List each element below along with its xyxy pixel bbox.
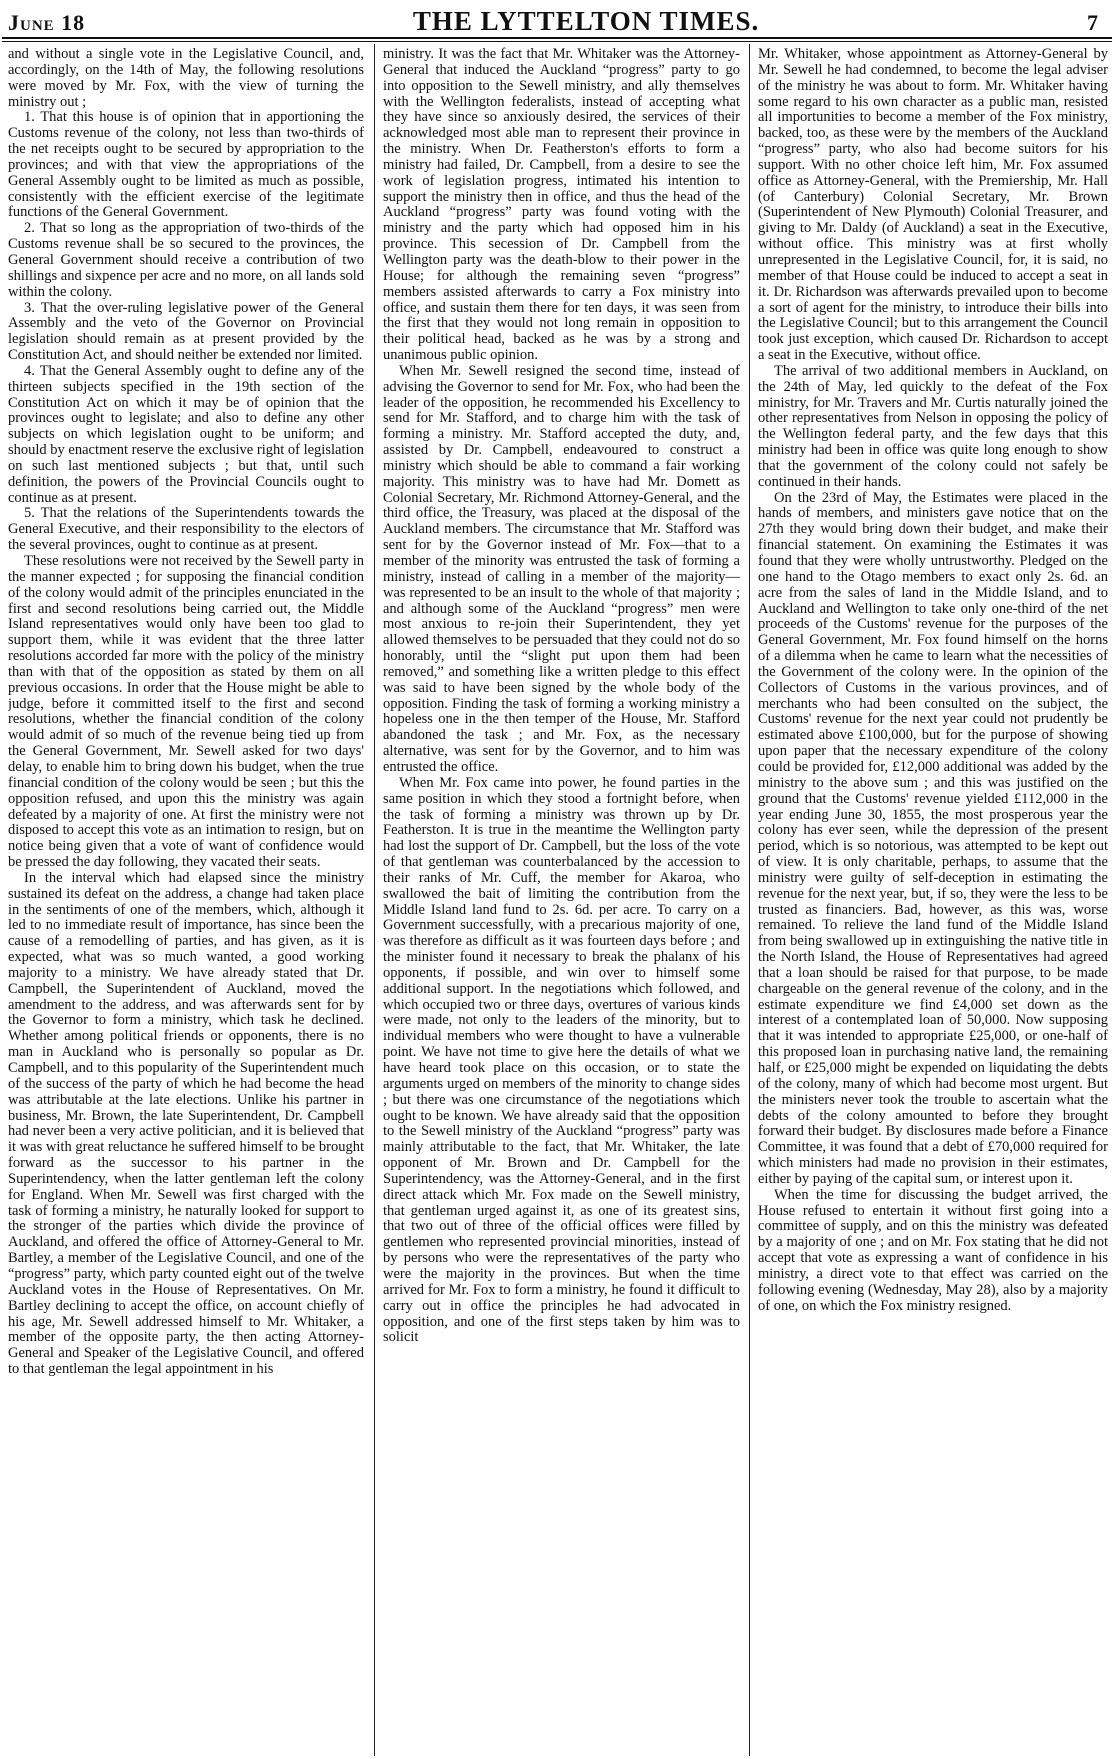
column-divider xyxy=(374,44,375,1756)
paragraph: ministry. It was the fact that Mr. Whitaker was the Attorney-General that induced the Auckland “progress” party to go into opposition to the Sewell ministry, and ally themselves with the Wellington federalists, instead of accepting what they have since so anxiously desired, the services of their acknowledged most able man to represent their province in the ministry. When Dr. Featherston's efforts to form a ministry had failed, Dr. Campbell, from a desire to see the work of legislation progress, intimated his intention to support the ministry then in office, and thus the head of the Auckland “progress” party was found voting with the ministry and the party which had opposed him in his province. This secession of Dr. Campbell from the Wellington party was the death-blow to their power in the House; for although the remaining seven “progress” members assisted afterwards to carry a Fox ministry into office, and sustain them there for ten days, it was seen from the first that they would not long remain in opposition to their political head, backed as he was by a strong and unanimous public opinion. xyxy=(383,47,740,364)
resolution-paragraph: 5. That the relations of the Superintendents towards the General Executive, and their responsibility to the electors of the several provinces, ought to continue as at present. xyxy=(8,505,364,554)
resolution-paragraph: 2. That so long as the appropriation of two-thirds of the Customs revenue shall be so secured to the provinces, the General Government should receive a contribution of two shillings and sixpence per acre and no more, on all lands sold within the colony. xyxy=(8,220,364,300)
paragraph: These resolutions were not received by the Sewell party in the manner expected ; for supposing the financial condition of the colony would admit of the principles enunciated in the first and second resolutions being carried out, the Middle Island representatives would only have been too glad to support them, while it was evident that the three latter resolutions accorded far more with the policy of the ministry than with that of the opposition as stated by them on all previous occasions. In order that the House might be able to judge, before it committed itself to the first and second resolutions, whether the financial condition of the colony would admit of so much of the revenue being tied up from the General Government, Mr. Sewell asked for two days' delay, to enable him to bring down his budget, when the true financial condition of the colony would be seen ; but this the opposition refused, and upon this the ministry was again defeated by a majority of one. At first the ministry were not disposed to accept this vote as an intimation to resign, but on notice being given that a vote of want of confidence would be pressed the day following, they vacated their seats. xyxy=(8,553,364,871)
paragraph: When the time for discussing the budget arrived, the House refused to entertain it without first going into a committee of supply, and on this the ministry was defeated by a majority of one ; and on Mr. Fox stating that he did not accept that vote as expressing a want of confidence in his ministry, a direct vote to that effect was carried on the following evening (Wednesday, May 28), also by a majority of one, on which the Fox ministry resigned. xyxy=(758,1186,1108,1314)
paragraph: When Mr. Sewell resigned the second time, instead of advising the Governor to send for Mr. Fox, who had been the leader of the opposition, he recommended his Excellency to send for Mr. Stafford, and to charge him with the task of forming a ministry. Mr. Stafford accepted the duty, and, assisted by Dr. Campbell, endeavoured to construct a ministry which should be able to command a fair working majority. This ministry was to have had Mr. Domett as Colonial Secretary, Mr. Richmond Attorney-General, and the third office, the Treasury, was placed at the disposal of the Auckland members. The circumstance that Mr. Stafford was sent for by the Governor instead of Mr. Fox—that to a member of the minority was entrusted the task of forming a ministry, instead of calling in a member of the majority—was represented to be an insult to the whole of that majority ; and although some of the Auckland “progress” men were most anxious to re-join their Superintendent, they yet allowed themselves to be persuaded that they could not do so honorably, until the “slight put upon them had been removed,” and something like a written pledge to this effect was said to have been signed by the whole body of the opposition. Finding the task of forming a working ministry a hopeless one in the then temper of the House, Mr. Stafford abandoned the task ; and Mr. Fox, as the necessary alternative, was sent for by the Governor, and to him was entrusted the office. xyxy=(383,362,740,775)
page-number: 7 xyxy=(1087,10,1098,35)
paragraph: The arrival of two additional members in Auckland, on the 24th of May, led quickly to the defeat of the Fox ministry, for Mr. Travers and Mr. Curtis naturally joined the other representatives from Nelson in opposing the policy of the Wellington federal party, and the few days that this ministry had been in office was quite long enough to show that the government of the colony could not safely be continued in their hands. xyxy=(758,362,1108,490)
paragraph: When Mr. Fox came into power, he found parties in the same position in which they stood a fortnight before, when the task of forming a ministry was thrown up by Dr. Featherston. It is true in the meantime the Wellington party had lost the support of Dr. Campbell, but the loss of the vote of that gentleman was counterbalanced by the accession to their ranks of Mr. Cuff, the member for Akaroa, who swallowed the bait of limiting the contribution from the Middle Island land fund to 2s. 6d. per acre. To carry on a Government successfully, with a precarious majority of one, was therefore as difficult as it was fourteen days before ; and the minister found it necessary to break the phalanx of his opponents, if possible, and win over to himself some additional support. In the negotiations which followed, and which occupied two or three days, overtures of various kinds were made, not only to the leaders of the minority, but to individual members who were thought to have a vulnerable point. We have not time to give here the details of what we have heard took place on this occasion, or to state the arguments urged on members of the minority to change sides ; but there was one circumstance of the negotiations which ought to be known. We have already said that the opposition to the Sewell ministry of the Auckland “progress” party was mainly attributable to the fact, that Mr. Whitaker, the late opponent of Mr. Brown and Dr. Campbell for the Superintendency, was the Attorney-General, and in the first direct attack which Mr. Fox made on the Sewell ministry, that gentleman urged against it, as one of its greatest sins, that two out of three of the official offices were filled by gentlemen who represented provincial minorities, instead of by persons who were the representatives of the party who were the majority in the provinces. But when the time arrived for Mr. Fox to form a ministry, he found it difficult to carry out in office the principles he had advocated in opposition, and one of the first steps taken by him was to solicit xyxy=(383,774,740,1346)
resolution-paragraph: 1. That this house is of opinion that in apportioning the Customs revenue of the colony, not less than two-thirds of the net receipts ought to be secured by appropriation to the provinces; and with that view the appropriations of the General Assembly ought to be limited as much as possible, consistently with the efficient exercise of the legitimate functions of the General Government. xyxy=(8,109,364,221)
article-column-3 xyxy=(758,47,1108,1752)
header-rule xyxy=(2,37,1112,39)
masthead xyxy=(8,6,1104,36)
article-column-1 xyxy=(8,47,364,1752)
header-rule-thin xyxy=(2,41,1112,42)
resolution-paragraph: 4. That the General Assembly ought to define any of the thirteen subjects specified in the 19th section of the Constitution Act on which it may be of opinion that the provinces ought to legislate; and also to define any other subjects on which legislation ought to be uniform; and should by enactment reserve the exclusive right of legislation on such last mentioned subjects ; but that, until such definition, the powers of the Provincial Councils ought to continue as at present. xyxy=(8,362,364,506)
issue-date: June 18 xyxy=(8,10,86,35)
paragraph: Mr. Whitaker, whose appointment as Attorney-General by Mr. Sewell he had condemned, to become the legal adviser of the ministry he was about to form. Mr. Whitaker having some regard to his own character as a public man, resisted all importunities to become a member of the Fox ministry, backed, too, as these were by the members of the Auckland “progress” party, who also had become suitors for his support. With no other choice left him, Mr. Fox assumed office as Attorney-General, with the Premiership, Mr. Hall (of Canterbury) Colonial Secretary, Mr. Brown (Superintendent of New Plymouth) Colonial Treasurer, and giving to Mr. Daldy (of Auckland) a seat in the Executive, without office. This ministry was at first wholly unrepresented in the Legislative Council, for, it is said, no member of that House could be induced to accept a seat in it. Dr. Richardson was afterwards prevailed upon to become a sort of agent for the ministry, to introduce their bills into the Legislative Council; but to this arrangement the Council took just exception, which caused Dr. Richardson to accept a seat in the Executive, without office. xyxy=(758,47,1108,364)
paragraph: In the interval which had elapsed since the ministry sustained its defeat on the address, a change had taken place in the sentiments of one of the members, which, although it led to no immediate result of importance, has since been the cause of a remodelling of parties, and has given, as it is expected, what was so much wanted, a good working majority to a ministry. We have already stated that Dr. Campbell, the Superintendent of Auckland, moved the amendment to the address, and was afterwards sent for by the Governor to form a ministry, which task he declined. Whether among political friends or opponents, there is no man in Auckland who is personally so popular as Dr. Campbell, and to this popularity of the Superintendent much of the success of the party of which he had become the head was attributable at the late elections. Unlike his partner in business, Mr. Brown, the late Superintendent, Dr. Campbell had never been a very active politician, and it is believed that it was with great reluctance he suffered himself to be brought forward as the successor to his partner in the Superintendency, when the latter gentleman left the colony for England. When Mr. Sewell was first charged with the task of forming a ministry, he naturally looked for support to the stronger of the parties which divide the province of Auckland, and offered the office of Attorney-General to Mr. Bartley, a member of the Legislative Council, and one of the “progress” party, which party counted eight out of the twelve Auckland votes in the House of Representatives. On Mr. Bartley declining to accept the office, on account chiefly of his age, Mr. Sewell addressed himself to Mr. Whitaker, a member of the opposite party, the then acting Attorney-General and Speaker of the Legislative Council, and offered to that gentleman the legal appointment in his xyxy=(8,869,364,1378)
article-column-2 xyxy=(383,47,740,1752)
paragraph: and without a single vote in the Legislative Council, and, accordingly, on the 14th of May, the following resolutions were moved by Mr. Fox, with the view of turning the ministry out ; xyxy=(8,47,364,110)
paragraph: On the 23rd of May, the Estimates were placed in the hands of members, and ministers gave notice that on the 27th they would bring down their budget, and make their financial statement. On examining the Estimates it was found that they were wholly untrustworthy. Pledged on the one hand to the Otago members to exact only 2s. 6d. an acre from the sales of land in the Middle Island, and to Auckland and Wellington to take only one-third of the net proceeds of the Customs' revenue for the purposes of the General Government, Mr. Fox found himself on the horns of a dilemma when he came to learn what the necessities of the Government of the colony were. In the opinion of the Collectors of Customs in the various provinces, and of merchants who had been consulted on the subject, the Customs' revenue for the next year could not prudently be estimated above £100,000, but for the purpose of showing upon paper that the necessary expenditure of the colony could be provided for, £12,000 additional was added by the ministry to the above sum ; and this was justified on the ground that the Customs' revenue yielded £112,000 in the year ending June 30, 1855, the most prosperous year the colony has ever seen, while the depression of the present period, which is so notorious, was attempted to be kept out of view. It is only charitable, perhaps, to assume that the ministry were guilty of self-deception in estimating the revenue for the next year, but, if so, they were the less to be trusted as financiers. Bad, however, as this was, worse remained. To relieve the land fund of the Middle Island from being swallowed up in extinguishing the native title in the North Island, the House of Representatives had agreed that a loan should be raised for that purpose, to be made chargeable on the general revenue of the colony, and in the estimate expenditure we find £4,000 set down as the interest of a contemplated loan of 50,000. Now supposing that it was intended to appropriate £25,000, or one-half of this proposed loan in purchasing native land, the remaining half, or £25,000 might be expended on liquidating the debts of the colony, many of which had become most urgent. But the ministers never took the trouble to ascertain what the debts of the colony amounted to before they brought forward their budget. By disclosures made before a Finance Committee, it was found that a debt of £70,000 required for which ministers had made no provision in their estimates, either by paying of the capital sum, or interest upon it. xyxy=(758,489,1108,1187)
newspaper-title: THE LYTTELTON TIMES. xyxy=(412,6,760,36)
resolution-paragraph: 3. That the over-ruling legislative power of the General Assembly and the veto of the Governor on Provincial legislation should remain as at present provided by the Constitution Act, and should neither be extended nor limited. xyxy=(8,299,364,364)
column-divider xyxy=(749,44,750,1756)
